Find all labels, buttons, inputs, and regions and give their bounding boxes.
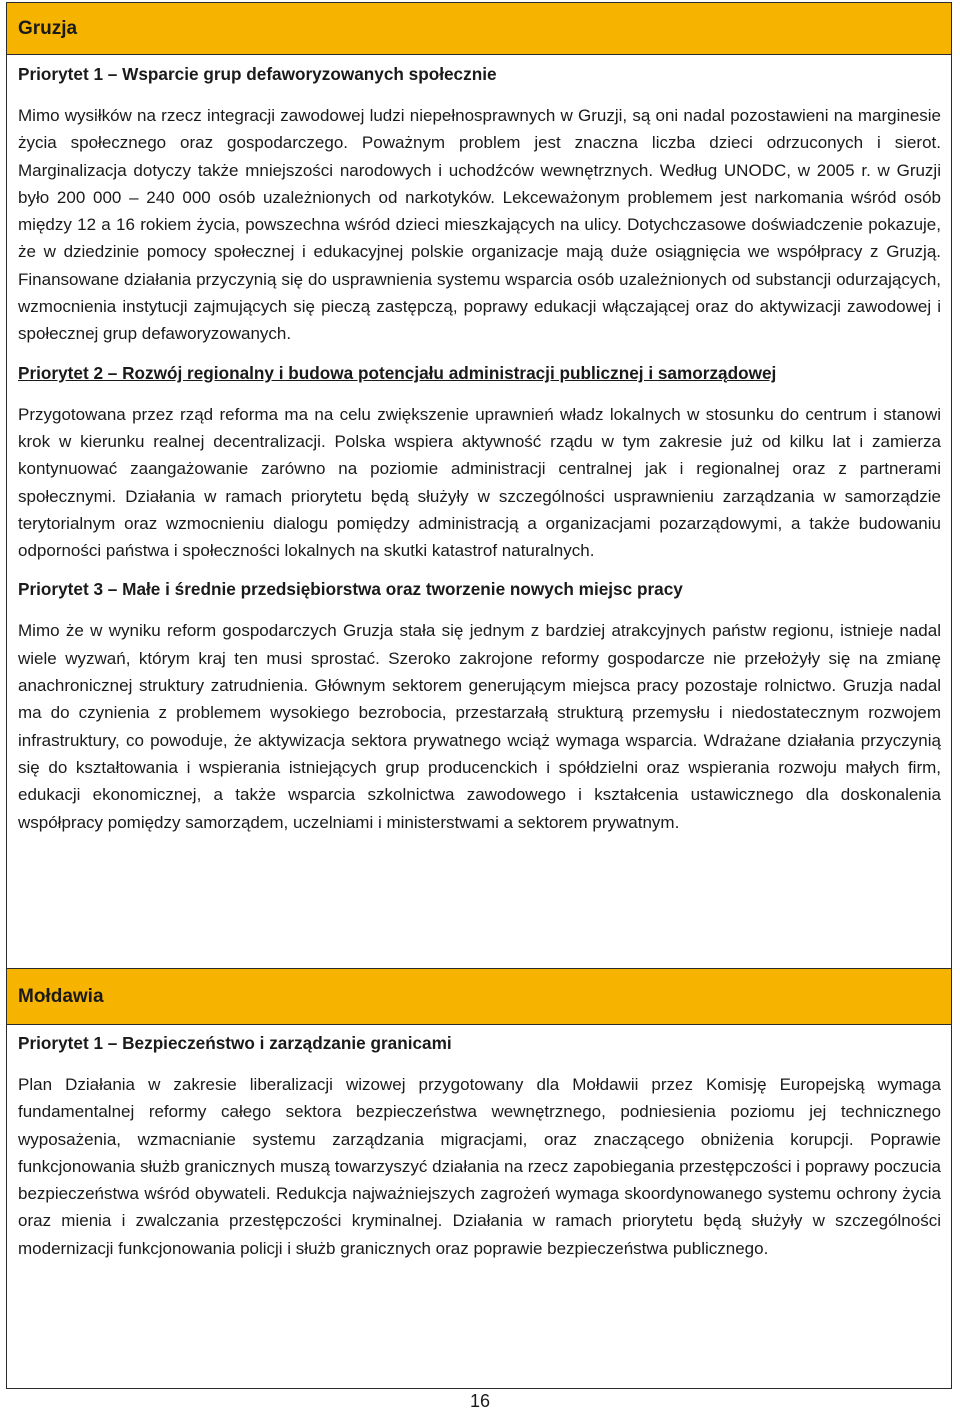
priority-2-text: Przygotowana przez rząd reforma ma na celu zwiększenie uprawnień władz lokalnych w stosunku do centrum i stanowi krok w kierunku realnej decentralizacji. Polska wspiera aktywność rządu w tym zakresie już od kilku lat i zamierza kontynuować zaangażowanie zarówno na poziomie administracji centralnej jak i regionalnej oraz z partnerami społecznymi. Działania w ramach priorytetu będą służyły w szczególności usprawnieniu zarządzania w samorządzie terytorialnym oraz wzmocnieniu dialogu pomiędzy administracją a organizacjami pozarządowymi, a także budowaniu odporności państwa i społeczności lokalnych na skutki katastrof naturalnych. bbox=[18, 404, 941, 561]
priority-1-title: Priorytet 1 – Wsparcie grup defaworyzowanych społecznie bbox=[18, 64, 497, 84]
section-content-georgia bbox=[7, 62, 951, 836]
page-number: 16 bbox=[469, 1391, 491, 1411]
section-header-georgia: Gruzja bbox=[7, 3, 951, 55]
priority-2-title-text: Priorytet 2 – Rozwój regionalny i budowa potencjału administracji publicznej i samorządowej bbox=[18, 362, 777, 383]
section-moldova bbox=[6, 968, 952, 1389]
moldova-priority-1-text: Plan Działania w zakresie liberalizacji wizowej przygotowany dla Mołdawii przez Komisję Europejską wymaga fundamentalnej reformy całego sektora bezpieczeństwa wewnętrznego, podniesienia poziomu jej technicznego wyposażenia, wzmacnianie systemu zarządzania migracjami, oraz znaczącego obniżenia korupcji. Poprawie funkcjonowania służb granicznych muszą towarzyszyć działania na rzecz zapobiegania przestępczości i poprawy poczucia bezpieczeństwa wśród obywateli. Redukcja najważniejszych zagrożeń wymaga skoordynowanego systemu ochrony życia oraz mienia i zwalczania przestępczości kryminalnej. Działania w ramach priorytetu będą służyły w szczególności modernizacji funkcjonowania policji i służb granicznych oraz poprawie bezpieczeństwa publicznego. bbox=[18, 1075, 941, 1258]
priority-3-text: Mimo że w wyniku reform gospodarczych Gruzja stała się jednym z bardziej atrakcyjnych państw regionu, istnieje nadal wiele wyzwań, którym kraj ten musi sprostać. Szeroko zakrojone reformy gospodarcze nie przełożyły się na zmianę anachronicznej struktury zatrudnienia. Głównym sektorem generującym miejsca pracy pozostaje rolnictwo. Gruzja nadal ma do czynienia z problemem wysokiego bezrobocia, przestarzałą strukturą przemysłu i niedostatecznym rozwojem infrastruktury, co powoduje, że aktywizacja sektora prywatnego wciąż wymaga wsparcia. Wdrażane działania przyczynią się do kształtowania i wspierania istniejących grup producenckich i spółdzielni oraz wspierania rozwoju małych firm, edukacji ekonomicznej, a także wsparcia szkolnictwa zawodowego i kształcenia ustawicznego dla doskonalenia współpracy pomiędzy samorządem, uczelniami i ministerstwami a sektorem prywatnym. bbox=[18, 621, 941, 832]
section-content-moldova bbox=[7, 1031, 951, 1262]
moldova-priority-1-title: Priorytet 1 – Bezpieczeństwo i zarządzanie granicami bbox=[18, 1033, 452, 1053]
priority-3-title: Priorytet 3 – Małe i średnie przedsiębiorstwa oraz tworzenie nowych miejsc pracy bbox=[18, 579, 683, 600]
section-georgia bbox=[6, 2, 952, 969]
priority-2-title bbox=[18, 361, 941, 385]
section-header-moldova: Mołdawia bbox=[7, 969, 951, 1025]
priority-1-text: Mimo wysiłków na rzecz integracji zawodowej ludzi niepełnosprawnych w Gruzji, są oni nadal pozostawieni na marginesie życia społecznego oraz gospodarczego. Poważnym problem jest znaczna liczba dzieci odrzuconych i sierot. Marginalizacja dotyczy także mniejszości narodowych i uchodźców wewnętrznych. Według UNODC, w 2005 r. w Gruzji było 200 000 – 240 000 osób uzależnionych od narkotyków. Lekceważonym problemem jest narkomania wśród osób między 12 a 16 rokiem życia, powszechna wśród dzieci mieszkających na ulicy. Dotychczasowe doświadczenie pokazuje, że w dziedzinie pomocy społecznej i edukacyjnej polskie organizacje mają duże osiągnięcia we współpracy z Gruzją. Finansowane działania przyczynią się do usprawnienia systemu wsparcia osób uzależnionych od substancji odurzających, wzmocnienia instytucji zajmujących się pieczą zastępczą, poprawy edukacji włączającej oraz do aktywizacji zawodowej i społecznej grup defaworyzowanych. bbox=[18, 106, 941, 344]
